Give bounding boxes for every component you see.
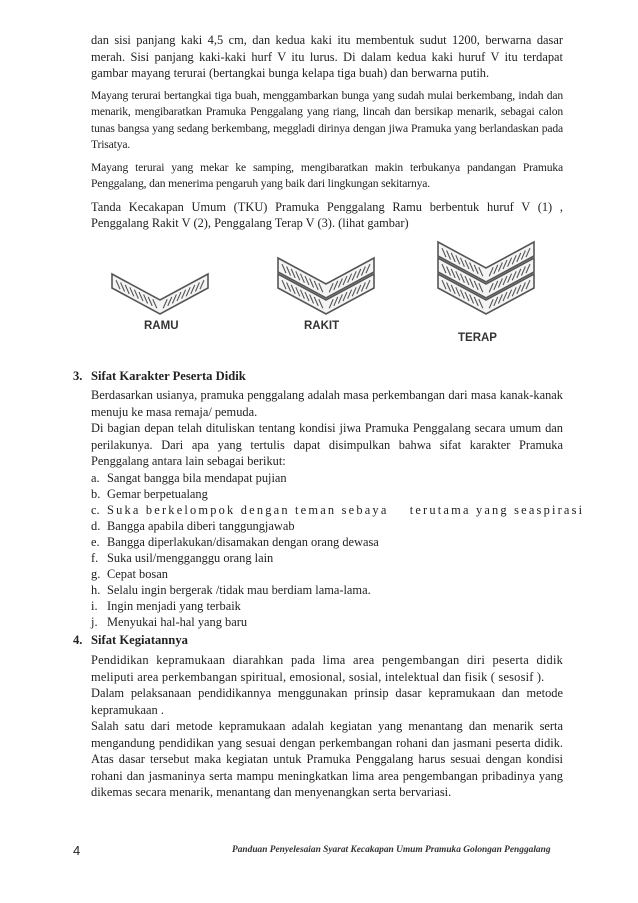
trait-letter: i. [91,599,98,614]
trait-text: Bangga apabila diberi tanggungjawab [107,518,295,533]
badge-terap-icon [436,238,536,318]
badge-rakit-icon [276,254,376,316]
character-traits-list [91,470,585,631]
trait-letter: j. [91,615,98,630]
trait-text: Cepat bosan [107,567,168,582]
intro-paragraph-4: Tanda Kecakapan Umum (TKU) Pramuka Penggalang Ramu berbentuk huruf V (1) , Penggalang Rakit V (2), Penggalang Terap V (3). (lihat gambar) [91,199,563,230]
trait-letter: a. [91,470,100,485]
badge-rakit-label: RAKIT [304,320,340,332]
section-3-heading [73,368,246,384]
chevron-shape [112,274,208,314]
trait-letter: e. [91,534,100,549]
trait-text: Suka usil/mengganggu orang lain [107,550,274,565]
section-4-heading [73,632,188,648]
page-number: 4 [73,843,81,858]
intro-paragraph-2: Mayang terurai bertangkai tiga buah, menggambarkan bunga yang sudah mulai berkembang, indah dan menarik, mengibaratkan Pramuka Penggalang yang riang, lincah dan bersikap menarik, sebagai calon tunas bangsa yang sedang berkembang, meggladi dirinya dengan jiwa Pramuka yang berlandaskan pada Trisatya. [91,88,563,151]
section-4-paragraph-2: Dalam pelaksanaan pendidikannya menggunakan prinsip dasar kepramukaan dan metode kepramukaan . [91,686,563,717]
intro-paragraph-3: Mayang terurai yang mekar ke samping, mengibaratkan makin terbukanya pandangan Pramuka Penggalang, dan menerima pengaruh yang baik dari lingkungan sekitarnya. [91,160,563,190]
trait-list-item [91,614,563,630]
trait-list-item [91,486,563,502]
trait-text: Bangga diperlakukan/disamakan dengan orang dewasa [107,534,379,549]
badge-terap-label: TERAP [458,332,497,344]
section-4-number: 4. [73,633,83,647]
trait-list-item [91,550,563,566]
trait-letter: g. [91,567,101,582]
trait-list-item [91,582,563,598]
intro-paragraph-1: dan sisi panjang kaki 4,5 cm, dan kedua kaki itu membentuk sudut 1200, berwarna dasar merah. Sisi panjang kaki-kaki hurf V itu lurus. Di dalam kedua kaki huruf V itu terdapat gambar mayang terurai (bertangkai bunga kelapa tiga buah) dan berwarna putih. [91,33,563,80]
trait-letter: h. [91,583,101,598]
badge-ramu-label: RAMU [144,320,179,332]
badge-ramu-icon [110,270,210,316]
trait-text: Menyukai hal-hal yang baru [107,615,248,630]
section-3-body [91,387,585,630]
section-4-body [91,652,563,801]
trait-text: Sangat bangga bila mendapat pujian [107,470,287,485]
trait-text: Gemar berpetualang [107,486,208,501]
trait-list-item [91,470,563,486]
footer-title: Panduan Penyelesaian Syarat Kecakapan Umum Pramuka Golongan Penggalang [232,845,551,855]
section-4-paragraph-1: Pendidikan kepramukaan diarahkan pada lima area pengembangan diri peserta didik meliputi area perkembangan spiritual, emosional, sosial, intelektual dan fisik ( sesosif ). [91,653,563,684]
trait-text: Suka berkelompok dengan teman sebaya terutama yang seaspirasi [107,502,585,517]
section-3-paragraph-1: Berdasarkan usianya, pramuka penggalang adalah masa perkembangan dari masa kanak-kanak menuju ke masa remaja/ pemuda. [91,388,563,419]
trait-list-item [91,598,563,614]
trait-list-item [91,518,563,534]
trait-letter: d. [91,518,101,533]
trait-text: Ingin menjadi yang terbaik [107,599,241,614]
intro-text [91,32,563,232]
trait-list-item [91,502,585,518]
trait-letter: b. [91,486,101,501]
section-3-number: 3. [73,369,83,383]
trait-letter: f. [91,550,99,565]
section-4-paragraph-3: Salah satu dari metode kepramukaan adalah kegiatan yang menantang dan menarik serta mengandung pendidikan yang sesuai dengan perkembangan rohani dan jasmani peserta didik. Atas dasar tersebut maka kegiatan untuk Pramuka Penggalang harus sesuai dengan kondisi rohani dan jasmaninya serta mampu meningkatkan lima area pengembangan pribadinya yang dikemas secara menarik, menantang dan menyenangkan serta bervariasi. [91,719,563,799]
trait-text: Selalu ingin bergerak /tidak mau berdiam lama-lama. [107,583,371,598]
tku-badges-figure [96,248,566,348]
section-4-title: Sifat Kegiatannya [91,633,188,647]
section-3-title: Sifat Karakter Peserta Didik [91,369,246,383]
trait-list-item [91,534,563,550]
section-3-paragraph-2: Di bagian depan telah dituliskan tentang kondisi jiwa Pramuka Penggalang secara umum dan perilakunya. Dari apa yang tertulis dapat disimpulkan bahwa sifat karakter Pramuka Penggalang antara lain sebagai berikut: [91,421,563,468]
trait-letter: c. [91,502,100,517]
trait-list-item [91,566,563,582]
